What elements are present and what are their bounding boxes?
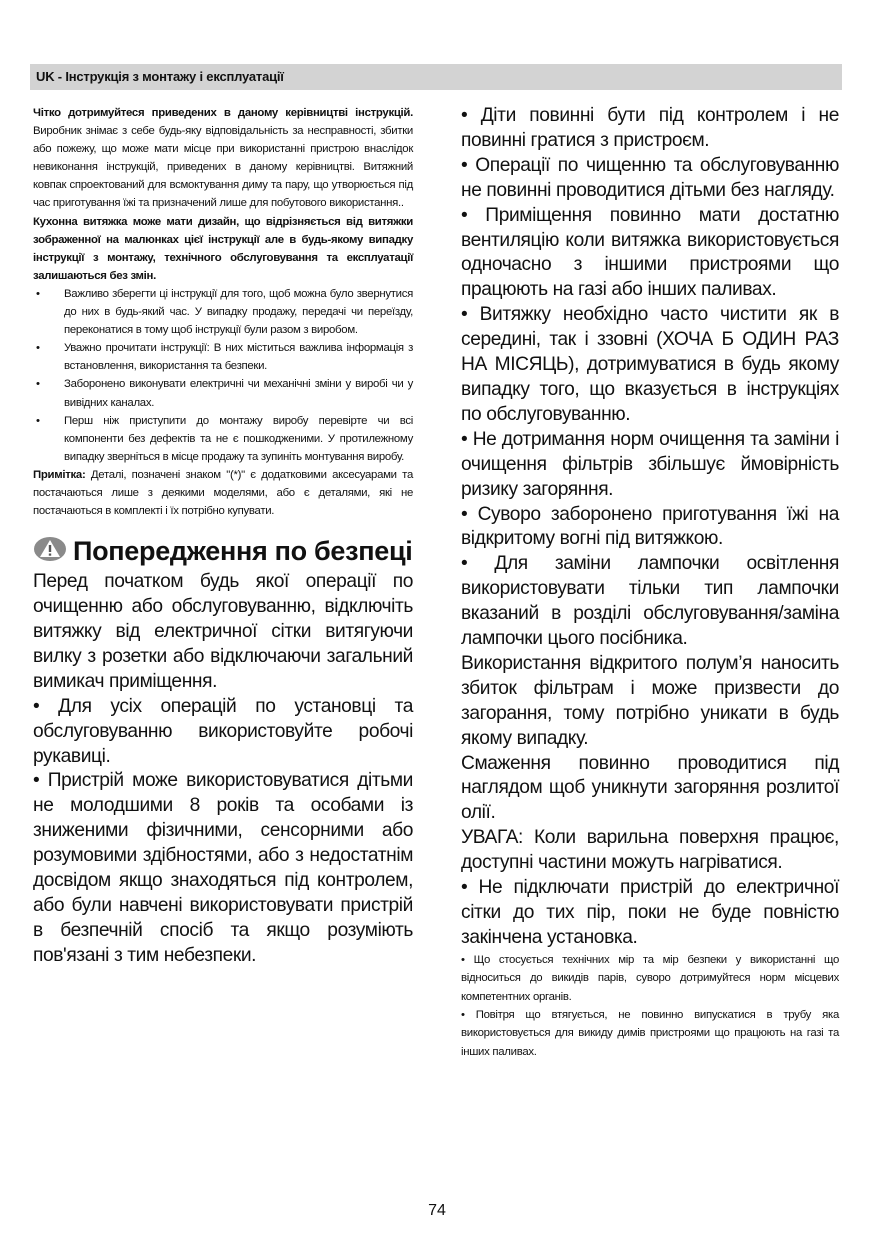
safety-paragraph: • Пристрій може використовуватися дітьми не молодшими 8 років та особами із зниженими фізичними, сенсорними або розумовими здібностями, або з недостатнім досвідом якщо знаходяться під контролем, або були навчені використовувати пристрій в безпечній спосіб та якщо розуміють пов'язані з тим небезпеки. <box>33 770 413 966</box>
safety-paragraph: • Операції по чищенню та обслуговуванню не повинні проводитися дітьми без нагляду. <box>461 154 839 201</box>
note-paragraph <box>33 466 413 520</box>
safety-paragraph: УВАГА: Коли варильна поверхня працює, доступні частини можуть нагріватися. <box>461 827 839 874</box>
list-item: • Перш ніж приступити до монтажу виробу перевірте чи всі компоненти без дефектів та не є пошкодженими. У протилежному випадку зверніться в місце продажу та зупиніть монтування виробу. <box>33 412 413 466</box>
page-number: 74 <box>428 1202 446 1219</box>
safety-heading-text: Попередження по безпеці <box>73 536 413 567</box>
safety-paragraph: Використання відкритого полум’я наносить збиток фільтрам і може призвести до загорання, тому потрібно уникати в будь якому випадку. <box>461 652 839 749</box>
note-label: Примітка: <box>33 468 86 481</box>
safety-paragraph: • Для заміни лампочки освітлення використовувати тільки тип лампочки вказаний в розділі обслуговування/заміна лампочки цього посібника. <box>461 553 839 650</box>
safety-paragraph: • Витяжку необхідно часто чистити як в середині, так і ззовні (ХОЧА Б ОДИН РАЗ НА МІСЯЦЬ), дотримуватися в будь якому випадку того, що вказується в інструкціях по обслуговуванню. <box>461 304 839 425</box>
intro-text: Виробник знімає з себе будь-яку відповідальність за несправності, збитки або пожежу, що може мати місце при використанні пристрою внаслідок невиконання інструкцій, приведених в даному керівництві. Витяжний ковпак спроектований для всмоктування диму та пару, що утворюється під час приготування їжі та призначений лише для побутового використання.. <box>33 125 413 210</box>
section-title: UK - Інструкція з монтажу і експлуатації <box>36 69 284 84</box>
safety-paragraph: Перед початком будь якої операції по очищенню або обслуговуванню, відключіть витяжку від електричної сітки витягуючи вилку з розетки або відключаючи загальний вимикач приміщення. <box>33 571 413 692</box>
list-item: • Важливо зберегти ці інструкції для того, щоб можна було звернутися до них в будь-який час. У випадку продажу, передачі чи переїзду, переконатися в тому щоб інструкції були разом з виробом. <box>33 285 413 339</box>
warning-icon <box>33 536 67 562</box>
safety-paragraph: • Не дотримання норм очищення та заміни і очищення фільтрів збільшує ймовірність ризику загоряння. <box>461 428 839 500</box>
safety-paragraph: • Для усіх операцій по установці та обслуговуванню використовуйте робочі рукавиці. <box>33 695 413 767</box>
right-column <box>461 104 839 1061</box>
list-item: • Заборонено виконувати електричні чи механічні зміни у виробі чи у вивідних каналах. <box>33 375 413 411</box>
safety-paragraph: • Приміщення повинно мати достатню вентиляцію коли витяжка використовується одночасно з іншими пристроями що працюють на газі або інших паливах. <box>461 204 839 301</box>
intro-paragraph <box>33 104 413 213</box>
safety-paragraph: Смаження повинно проводитися під наглядом щоб уникнути загоряння розлитої олії. <box>461 752 839 824</box>
safety-paragraph: • Не підключати пристрій до електричної сітки до тих пір, поки не буде повністю закінчена установка. <box>461 877 839 948</box>
section-header-bar <box>30 64 842 90</box>
left-column <box>33 104 413 969</box>
note-text: Деталі, позначені знаком "(*)" є додатковими аксесуарами та постачаються лише з деякими моделями, або є деталями, які не постачаються в комплекті і їх потрібно купувати. <box>33 468 413 518</box>
safety-paragraph: • Суворо заборонено приготування їжі на відкритому вогні під витяжкою. <box>461 503 839 550</box>
design-note: Кухонна витяжка може мати дизайн, що відрізняється від витяжки зображенної на малюнках цієї інструкції але в будь-якому випадку інструкції з монтажу, технічного обслуговування та експлуатації залишаються без змін. <box>33 215 413 282</box>
list-item: • Уважно прочитати інструкції: В них міститься важлива інформація з встановлення, використання та безпеки. <box>33 339 413 375</box>
instructions-list <box>33 285 413 466</box>
small-paragraph: • Що стосується технічних мір та мір безпеки у використанні що відноситься до викидів парів, суворо дотримуйтеся норм місцевих компетентних органів. <box>461 953 839 1003</box>
safety-heading <box>33 532 413 570</box>
small-paragraph: • Повітря що втягується, не повинно випускатися в трубу яка використовується для викиду димів пристроями що працюють на газі та інших паливах. <box>461 1009 839 1058</box>
safety-paragraph: • Діти повинні бути під контролем і не повинні гратися з пристроєм. <box>461 105 839 151</box>
intro-bold: Чітко дотримуйтеся приведених в даному керівництві інструкцій. <box>33 107 413 119</box>
